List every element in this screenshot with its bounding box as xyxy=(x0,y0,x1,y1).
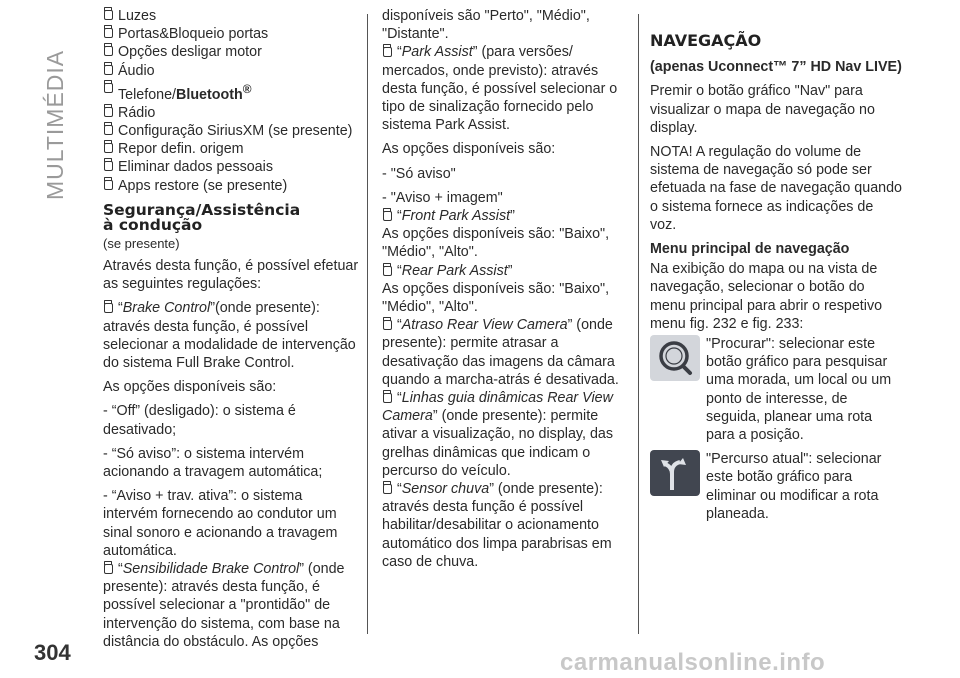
park-assist-item: “Park Assist” (para versões/ xyxy=(382,43,628,61)
page-number: 304 xyxy=(34,640,71,665)
list-item: Apps restore (se presente) xyxy=(103,177,359,195)
list-item: Rádio xyxy=(103,104,359,122)
checkbox-icon xyxy=(104,65,113,75)
watermark: carmanualsonline.info xyxy=(560,649,826,676)
section-title: NAVEGAÇÃO xyxy=(650,31,762,50)
paragraph: NOTA! A regulação do volume de sistema de navegação só pode ser efetuada na fase de navegação quando o sistema fornece as indicações de voz. xyxy=(650,144,903,233)
paragraph: através desta função é possível habilitar/desabilitar o acionamento automático dos limpa parabrisas em caso de chuva. xyxy=(382,499,612,570)
chapter-title: MULTIMÉDIA xyxy=(42,49,68,200)
paragraph: disponíveis são "Perto", "Médio", "Distante". xyxy=(382,8,590,43)
list-item: Telefone/Bluetooth® xyxy=(103,80,359,104)
paragraph: - “Aviso + trav. ativa”: o sistema intervém fornecendo ao condutor um sinal sonoro e acionando a travagem automática. xyxy=(103,488,338,559)
list-item: Eliminar dados pessoais xyxy=(103,158,359,176)
checkbox-icon xyxy=(104,107,113,117)
rear-park-item: “Rear Park Assist” xyxy=(382,262,628,280)
paragraph: - “Off” (desligado): o sistema é desativado; xyxy=(103,403,296,438)
section-subtitle: (apenas Uconnect™ 7” HD Nav LIVE) xyxy=(650,59,902,76)
search-description: "Procurar": selecionar este botão gráfico para pesquisar uma morada, um local ou um ponto de interesse, de seguida, planear uma rota para a posição. xyxy=(706,336,892,444)
checkbox-icon xyxy=(383,393,392,403)
checkbox-icon xyxy=(383,211,392,221)
list-item: Áudio xyxy=(103,62,359,80)
checkbox-icon xyxy=(383,484,392,494)
column-1 xyxy=(103,7,359,651)
checkbox-icon xyxy=(383,266,392,276)
route-row xyxy=(650,450,902,523)
section-subtitle: (se presente) xyxy=(103,235,180,251)
guide-lines-item: “Linhas guia dinâmicas Rear View Camera” (onde presente): permite ativar a visualização, no display, das grelhas dinâmicas que indicam o percurso do veículo. xyxy=(382,390,613,479)
route-description: "Percurso atual": selecionar este botão gráfico para eliminar ou modificar a rota planeada. xyxy=(706,451,882,522)
list-item: Configuração SiriusXM (se presente) xyxy=(103,122,359,140)
checkbox-icon xyxy=(104,303,113,313)
sensitivity-item: “Sensibilidade Brake Control” (onde presente): através desta função, é possível selecionar a "prontidão" de intervenção do sistema, com base na distância do obstáculo. As opções xyxy=(103,561,345,650)
paragraph: Através desta função, é possível efetuar as seguintes regulações: xyxy=(103,258,359,293)
checkbox-icon xyxy=(104,564,113,574)
column-3 xyxy=(650,7,902,529)
checkbox-icon xyxy=(383,47,392,57)
paragraph: As opções disponíveis são: "Baixo", "Médio", "Alto". xyxy=(382,226,610,261)
camera-delay-item: “Atraso Rear View Camera” (onde xyxy=(382,316,628,334)
checkbox-icon xyxy=(383,320,392,330)
list-item: Repor defin. origem xyxy=(103,140,359,158)
paragraph: Na exibição do mapa ou na vista de navegação, selecionar o botão do menu principal para abrir o respetivo menu fig. 232 e fig. 233: xyxy=(650,261,883,332)
search-row xyxy=(650,335,902,444)
checkbox-icon xyxy=(104,28,113,38)
list-item: Luzes xyxy=(103,7,359,25)
paragraph: - “Só aviso”: o sistema intervém acionando a travagem automática; xyxy=(103,445,323,481)
brake-control-item: “Brake Control”(onde presente): xyxy=(103,299,359,317)
column-divider xyxy=(638,14,639,634)
menu-title: Menu principal de navegação xyxy=(650,241,850,258)
paragraph: Premir o botão gráfico "Nav" para visualizar o mapa de navegação no display. xyxy=(650,83,875,136)
search-icon xyxy=(650,335,700,381)
section-title: Segurança/Assistência à condução xyxy=(103,200,301,234)
paragraph: presente): permite atrasar a desativação das imagens da câmara quando a marcha-atrás é desativada. xyxy=(382,335,619,388)
route-icon xyxy=(650,450,700,496)
front-park-item: “Front Park Assist” xyxy=(382,207,628,225)
checkbox-icon xyxy=(104,161,113,171)
paragraph: As opções disponíveis são: xyxy=(103,379,277,396)
column-2 xyxy=(382,7,628,577)
column-divider xyxy=(367,14,368,634)
paragraph: As opções disponíveis são: xyxy=(382,141,556,158)
paragraph: mercados, onde previsto): através desta função, é possível selecionar o tipo de sinalização fornecido pelo sistema Park Assist. xyxy=(382,62,618,134)
paragraph: através desta função, é possível selecionar a modalidade de intervenção do sistema Full Brake Control. xyxy=(103,318,356,372)
checkbox-icon xyxy=(104,46,113,56)
paragraph: As opções disponíveis são: "Baixo", "Médio", "Alto". xyxy=(382,280,610,316)
checkbox-icon xyxy=(104,83,113,93)
checkbox-icon xyxy=(104,125,113,135)
checkbox-icon xyxy=(104,143,113,153)
paragraph: - "Aviso + imagem" xyxy=(382,189,503,206)
paragraph: - "Só aviso" xyxy=(382,165,456,182)
rain-sensor-item: “Sensor chuva” (onde presente): xyxy=(382,480,628,498)
checkbox-icon xyxy=(104,10,113,20)
list-item: Opções desligar motor xyxy=(103,43,359,61)
checkbox-icon xyxy=(104,180,113,190)
list-item: Portas&Bloqueio portas xyxy=(103,25,359,43)
